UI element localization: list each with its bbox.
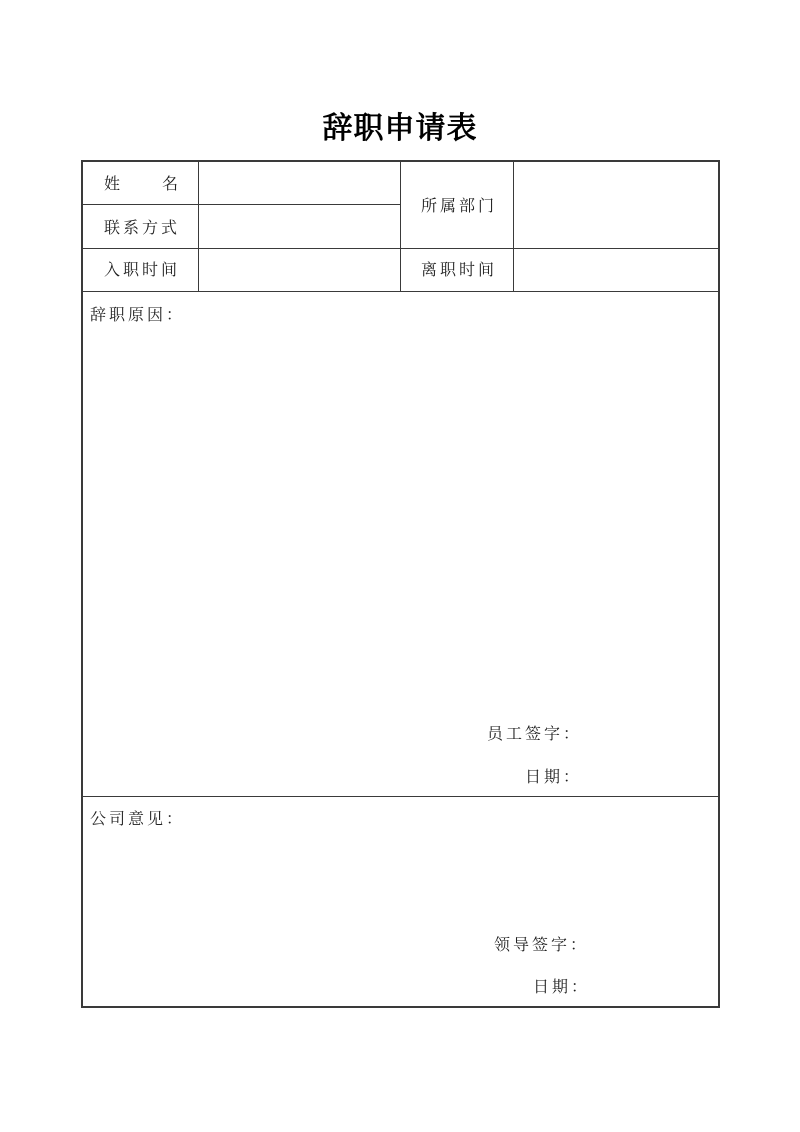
contact-label: 联系方式 — [104, 218, 181, 237]
name-label-second-char: 名 — [161, 174, 178, 193]
reason-field[interactable] — [90, 334, 710, 714]
divider-dates-reason — [83, 291, 718, 292]
join-date-label: 入职时间 — [104, 260, 181, 279]
resignation-form — [81, 160, 720, 1008]
divider-reason-opinion — [83, 796, 718, 797]
divider-col-2 — [400, 162, 401, 291]
leader-signature-label: 领导签字： — [494, 935, 590, 954]
leave-date-label: 离职时间 — [421, 260, 498, 279]
company-opinion-field[interactable] — [90, 838, 710, 928]
leave-date-field[interactable] — [514, 249, 718, 291]
company-opinion-label: 公司意见： — [90, 809, 186, 828]
join-date-field[interactable] — [199, 249, 400, 291]
contact-field[interactable] — [199, 205, 400, 248]
employee-signature-label: 员工签字： — [487, 724, 583, 743]
leader-date-label: 日期： — [533, 977, 591, 996]
employee-date-label: 日期： — [525, 767, 583, 786]
department-field[interactable] — [514, 162, 718, 248]
name-label-first-char: 姓 — [104, 174, 121, 193]
name-label — [104, 174, 178, 194]
page-title: 辞职申请表 — [322, 111, 478, 146]
department-label: 所属部门 — [421, 196, 498, 215]
reason-label: 辞职原因： — [90, 305, 186, 324]
name-field[interactable] — [199, 162, 400, 204]
